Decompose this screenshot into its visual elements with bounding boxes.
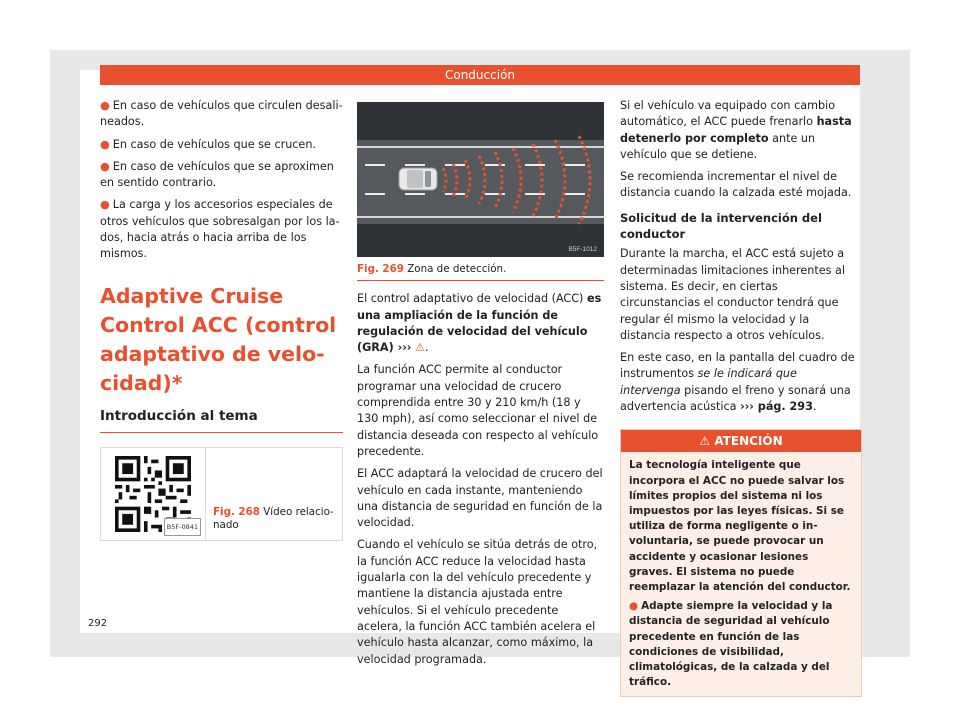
subsection-heading: Solicitud de la intervención del conductor <box>620 210 822 242</box>
acc-detection-zone-illustration <box>357 102 604 257</box>
paragraph: Si el vehículo va equipado con cambio automático, el ACC puede frenarlo hasta detenerlo por completo ante un vehículo que se detiene. <box>620 99 852 161</box>
reference-link[interactable]: ››› <box>393 341 412 355</box>
bullet-icon: ● <box>100 137 110 151</box>
column-2 <box>357 102 604 674</box>
warning-triangle-icon: ⚠ <box>699 434 711 449</box>
section-header: Conducción <box>100 65 860 85</box>
figure-caption: Fig. 268 Vídeo relacionado <box>213 505 334 531</box>
bullet-icon: ● <box>100 198 110 212</box>
section-heading: Adaptive Cruise Control ACC (control adaptativo de velocidad)* <box>100 283 337 395</box>
list-item: ● Adapte siempre la velocidad y la distancia de seguridad al vehículo precedente en función de las condiciones de visibilidad, climatológicas, de la calzada y del tráfico. <box>629 600 833 689</box>
paragraph: El ACC adaptará la velocidad de crucero del vehículo en cada instante, manteniendo una distancia de seguridad en función de la velocidad. <box>357 467 603 530</box>
list-item: ● La carga y los accesorios especiales de otros vehículos que sobresalgan por los lados, hacia atrás o hacia arriba de los mismos. <box>100 198 340 261</box>
figure-268 <box>100 447 343 541</box>
qr-code-panel[interactable] <box>101 448 206 540</box>
figure-code: B5F-0841 <box>164 518 201 536</box>
subsection-heading: Introducción al tema <box>100 408 343 433</box>
warning-header: ⚠ ATENCIÓN <box>621 430 861 452</box>
warning-triangle-icon: ⚠ <box>414 341 426 355</box>
paragraph: Durante la marcha, el ACC está sujeto a determinadas limitaciones inherentes al sistema. Es decir, en ciertas circunstancias el conductor tendrá que regular él mismo la velocidad y la distancia respecto a otros vehículos. <box>620 247 845 342</box>
warning-box <box>620 429 862 697</box>
paragraph: En este caso, en la pantalla del cuadro de instrumentos se le indicará que intervenga pisando el freno y sonará una advertencia acústica ››› pág. 293. <box>620 351 855 414</box>
list-item: ● En caso de vehículos que se aproximen en sentido contrario. <box>100 159 334 190</box>
bullet-icon: ● <box>100 159 110 173</box>
column-3 <box>620 98 860 697</box>
figure-code: B5F-1012 <box>568 246 597 253</box>
bullet-icon: ● <box>100 99 110 112</box>
figure-caption: Fig. 269 Zona de detección. <box>357 257 604 281</box>
page-reference-link[interactable]: ››› pág. 293 <box>740 400 813 414</box>
paragraph: Se recomienda incrementar el nivel de distancia cuando la calzada esté mojada. <box>620 170 852 200</box>
bullet-icon: ● <box>629 600 639 613</box>
list-item: ● En caso de vehículos que circulen desalineados. <box>100 99 343 129</box>
paragraph: El control adaptativo de velocidad (ACC) es una ampliación de la función de regulación de velocidad del vehículo (GRA) ››› ⚠. <box>357 292 602 355</box>
figure-269 <box>357 102 604 257</box>
warning-body <box>621 452 861 696</box>
paragraph: Cuando el vehículo se sitúa detrás de otro, la función ACC reduce la velocidad hasta igualarla con la del vehículo precedente y mantiene la distancia ajustada entre vehículos. Si el vehículo precedente acelera, la función ACC también acelera el vehículo hasta alcanzar, como máximo, la velocidad programada. <box>357 538 598 666</box>
list-item: ● En caso de vehículos que se crucen. <box>100 137 316 151</box>
column-1 <box>100 98 343 541</box>
paragraph: La tecnología inteligente que incorpora el ACC no puede salvar los límites propios del sistema ni los impuestos por las leyes físicas. Si se utiliza de forma negligente o involuntaria, se puede provocar un accidente y ocasionar lesiones graves. El sistema no puede reemplazar la atención del conductor. <box>629 459 851 593</box>
page-number: 292 <box>88 618 108 629</box>
paragraph: La función ACC permite al conductor programar una velocidad de crucero comprendida entre 30 y 210 km/h (18 y 130 mph), así como seleccionar el nivel de distancia deseada con respecto al vehículo precedente. <box>357 363 599 458</box>
car-icon <box>399 168 437 190</box>
